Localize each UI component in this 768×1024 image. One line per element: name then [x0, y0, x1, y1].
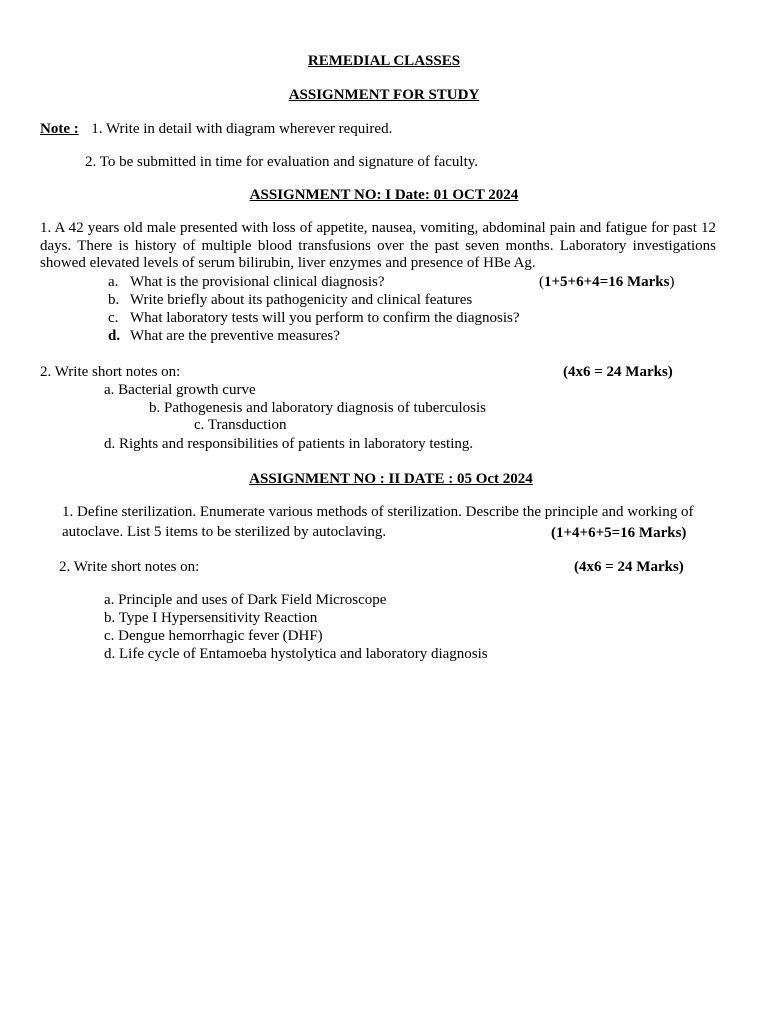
assignment1-q2-marks: (4x6 = 24 Marks) [563, 364, 673, 380]
assignment1-q2-item-a: a. Bacterial growth curve [104, 382, 256, 398]
document-subtitle: ASSIGNMENT FOR STUDY [288, 87, 480, 103]
assignment1-q1-text: 1. A 42 years old male presented with loss of appetite, nausea, vomiting, abdominal pain and fatigue for past 12 days. There is history of multiple blood transfusions over the past seven months. Laboratory investigations showed elevated levels of serum bilirubin, liver enzymes and presence of HBe Ag. [40, 220, 716, 271]
assignment1-q2-item-d: d. Rights and responsibilities of patients in laboratory testing. [104, 436, 474, 452]
assignment1-q1-item-d: d. What are the preventive measures? [108, 328, 340, 344]
assignment2-q2-item-d: d. Life cycle of Entamoeba hystolytica and laboratory diagnosis [104, 646, 488, 662]
assignment1-q2-text: 2. Write short notes on: [40, 364, 181, 380]
assignment2-q2-marks: (4x6 = 24 Marks) [574, 559, 684, 575]
assignment1-q1-item-c: c. What laboratory tests will you perform to confirm the diagnosis? [108, 310, 520, 326]
assignment2-heading: ASSIGNMENT NO : II DATE : 05 Oct 2024 [249, 471, 533, 487]
assignment2-q1-text: 1. Define sterilization. Enumerate various methods of sterilization. Describe the principle and working of autoclave. List 5 items to be sterilized by autoclaving. [62, 504, 694, 540]
note-point-1: 1. Write in detail with diagram wherever required. [91, 121, 393, 137]
assignment2-q2-item-c: c. Dengue hemorrhagic fever (DHF) [104, 628, 323, 644]
document-title: REMEDIAL CLASSES [307, 53, 461, 69]
assignment2-q2-item-a: a. Principle and uses of Dark Field Microscope [104, 592, 387, 608]
assignment1-q1-item-b: b. Write briefly about its pathogenicity and clinical features [108, 292, 473, 308]
assignment1-q2-item-c: c. Transduction [194, 417, 287, 433]
assignment2-q1-marks: (1+4+6+5=16 Marks) [551, 525, 687, 541]
assignment2-q2-item-b: b. Type I Hypersensitivity Reaction [104, 610, 318, 626]
note-point-2: 2. To be submitted in time for evaluation and signature of faculty. [85, 154, 479, 170]
note-line-1 [40, 120, 392, 138]
assignment1-q1-marks: (1+5+6+4=16 Marks) [539, 274, 675, 290]
note-label: Note : [40, 121, 79, 137]
assignment1-heading: ASSIGNMENT NO: I Date: 01 OCT 2024 [249, 187, 519, 203]
assignment2-q2-text: 2. Write short notes on: [59, 559, 200, 575]
assignment1-q2-item-b: b. Pathogenesis and laboratory diagnosis of tuberculosis [149, 400, 487, 416]
assignment1-q1-item-a: a. What is the provisional clinical diagnosis? [108, 274, 385, 290]
